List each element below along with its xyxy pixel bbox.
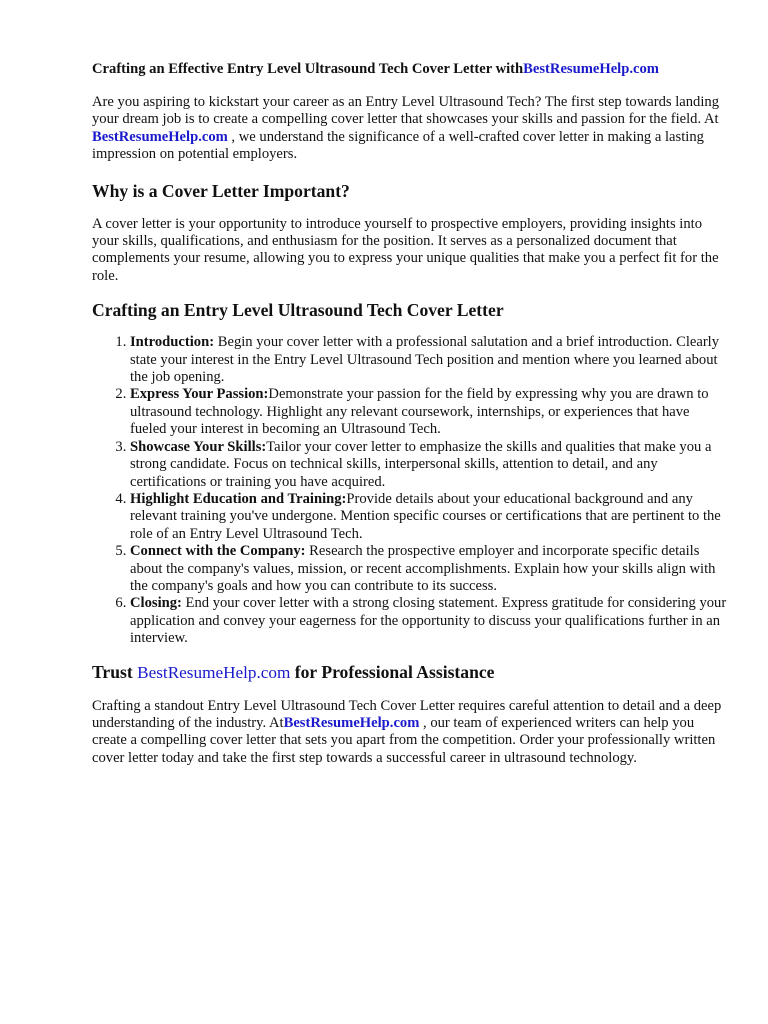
step-text: Research the prospective employer and incorporate specific details about the company's values, mission, or recent accomplishments. Explain how your skills align with the company's goals and how you can contribute to its success. [130,543,716,594]
step-text: Tailor your cover letter to emphasize the skills and qualities that make you a strong candidate. Focus on technical skills, interpersonal skills, attention to detail, and any certifications or training you have acquired. [130,438,712,490]
step-item-passion [130,386,728,438]
step-term: Introduction: [130,334,215,351]
step-item-closing [130,595,728,647]
title-site-link[interactable]: BestResumeHelp.com [523,61,659,77]
intro-text-end: , we understand the significance of a well-crafted cover letter in making a lasting impression on potential employers. [92,128,704,163]
document-title [92,60,728,78]
step-text: Provide details about your educational background and any relevant training you've undergone. Mention specific courses or certifications that are pertinent to the role of an Entry Level Ultrasound Tech. [130,490,721,542]
trust-text-end: , our team of experienced writers can help you create a compelling cover letter that sets you apart from the competition. Order your professionally written cover letter today and take the first step towards a successful career in ultrasound technology. [92,714,716,766]
step-text: End your cover letter with a strong closing statement. Express gratitude for considering your application and convey your eagerness for the opportunity to discuss your qualifications further in an interview. [130,595,727,647]
step-term: Express Your Passion: [130,386,269,403]
document-page [92,60,728,767]
step-term: Connect with the Company: [130,543,306,560]
step-text: Begin your cover letter with a professional salutation and a brief introduction. Clearly state your interest in the Entry Level Ultrasound Tech position and mention where you learned about the job opening. [130,334,720,386]
intro-text-start: Are you aspiring to kickstart your career as an Entry Level Ultrasound Tech? The first step towards landing your dream job is to create a compelling cover letter that showcases your skills and passion for the field. At [92,94,719,128]
step-term: Showcase Your Skills: [130,438,267,455]
step-term: Closing: [130,595,182,612]
step-term: Highlight Education and Training: [130,490,347,507]
trust-paragraph [92,698,728,768]
trust-heading-prefix: Trust [92,661,138,682]
step-item-skills [130,439,728,491]
step-item-introduction [130,334,728,386]
trust-heading-site-link[interactable]: BestResumeHelp.com [137,662,291,682]
why-heading: Why is a Cover Letter Important? [92,180,350,201]
document-title-text: Crafting an Effective Entry Level Ultrasound Tech Cover Letter with [92,61,524,77]
trust-heading-suffix: for Professional Assistance [290,661,495,682]
intro-site-link[interactable]: BestResumeHelp.com [92,128,228,145]
trust-site-link[interactable]: BestResumeHelp.com [283,714,420,731]
step-item-education [130,491,728,543]
trust-text-start: Crafting a standout Entry Level Ultrasound Tech Cover Letter requires careful attention to detail and a deep understanding of the industry. At [92,697,722,731]
why-paragraph: A cover letter is your opportunity to introduce yourself to prospective employers, providing insights into your skills, qualifications, and enthusiasm for the position. It serves as a personalized document that complements your resume, allowing you to express your unique qualities that make you a perfect fit for the role. [92,215,719,284]
steps-list [92,334,728,647]
intro-paragraph [92,94,728,164]
trust-heading [92,661,728,684]
crafting-heading: Crafting an Entry Level Ultrasound Tech Cover Letter [92,300,504,321]
step-text: Demonstrate your passion for the field by expressing why you are drawn to ultrasound technology. Highlight any relevant coursework, internships, or experiences that have fueled your interest in becoming an Ultrasound Tech. [130,386,709,438]
step-item-company [130,543,728,595]
